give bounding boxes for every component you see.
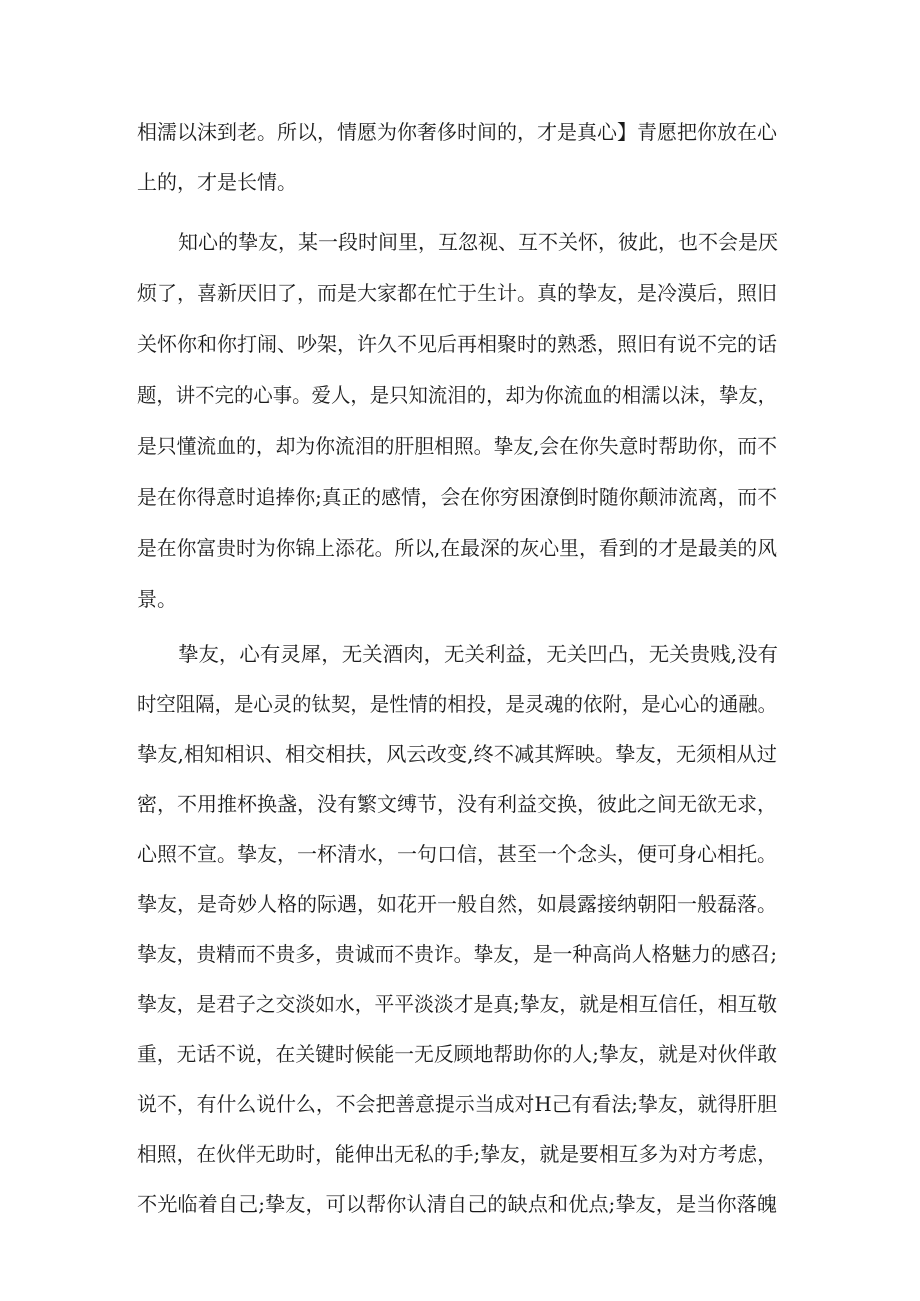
text-line: 时空阻隔，是心灵的钛契，是性情的相投，是灵魂的依附，是心心的通融。 (137, 692, 777, 716)
text-line: 不光临着自己;挚友，可以帮你认清自己的缺点和优点;挚友，是当你落魄 (137, 1192, 777, 1216)
text-line: 说不，有什么说什么，不会把善意提示当成对H己有看法;挚友，就得肝胆 (137, 1092, 777, 1116)
text-line: 烦了，喜新厌旧了，而是大家都在忙于生计。真的挚友，是冷漠后，照旧 (137, 281, 777, 305)
text-line: 挚友，是君子之交淡如水，平平淡淡才是真;挚友，就是相互信任，相互敬 (137, 992, 777, 1016)
text-line: 景。 (137, 587, 177, 611)
text-line: 挚友，心有灵犀，无关酒肉，无关利益，无关凹凸，无关贵贱,没有 (178, 642, 778, 666)
text-line: 挚友，是奇妙人格的际遇，如花开一般自然，如晨露接纳朝阳一般磊落。 (137, 892, 777, 916)
text-line: 挚友,相知相识、相交相扶，风云改变,终不减其辉映。挚友，无须相从过 (137, 742, 777, 766)
text-line: 相照，在伙伴无助时，能伸出无私的手;挚友，就是要相互多为对方考虑， (137, 1142, 777, 1166)
text-line: 上的，才是长情。 (137, 170, 297, 194)
text-line: 知心的挚友，某一段时间里，互忽视、互不关怀，彼此，也不会是厌 (178, 230, 778, 254)
text-line: 密，不用推杯换盏，没有繁文缚节，没有利益交换，彼此之间无欲无求， (137, 792, 777, 816)
text-line: 是在你得意时追捧你;真正的感情，会在你穷困潦倒时随你颠沛流离，而不 (137, 485, 777, 509)
text-line: 挚友，贵精而不贵多，贵诚而不贵诈。挚友，是一种高尚人格魅力的感召; (137, 942, 777, 966)
text-line: 相濡以沫到老。所以，情愿为你奢侈时间的，才是真心】青愿把你放在心 (137, 120, 777, 144)
text-line: 是只懂流血的，却为你流泪的肝胆相照。挚友,会在你失意时帮助你，而不 (137, 434, 777, 458)
text-line: 重，无话不说，在关键时候能一无反顾地帮助你的人;挚友，就是对伙伴敢 (137, 1042, 777, 1066)
text-line: 是在你富贵时为你锦上添花。所以,在最深的灰心里，看到的才是最美的风 (137, 536, 777, 560)
text-line: 题，讲不完的心事。爱人，是只知流泪的，却为你流血的相濡以沫，挚友， (137, 383, 777, 407)
text-line: 心照不宣。挚友，一杯清水，一句口信，甚至一个念头，便可身心相托。 (137, 842, 777, 866)
text-line: 关怀你和你打闹、吵架，许久不见后再相聚时的熟悉，照旧有说不完的话 (137, 332, 777, 356)
